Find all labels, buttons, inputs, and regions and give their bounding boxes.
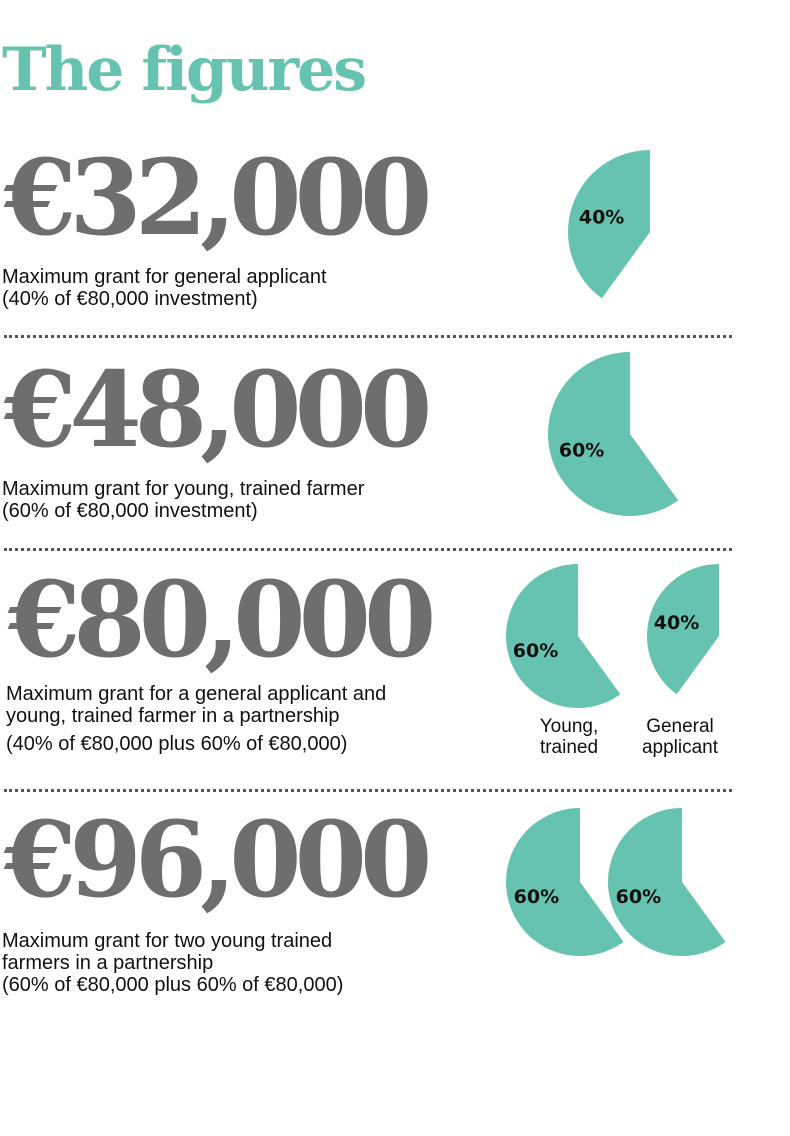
caption-line: trained <box>539 737 599 758</box>
pie-label: 40% <box>653 612 700 635</box>
description-line: (40% of €80,000 investment) <box>2 288 258 310</box>
description-line: young, trained farmer in a partnership <box>6 705 340 727</box>
description-line: farmers in a partnership <box>2 952 214 974</box>
description-line: Maximum grant for general applicant <box>2 266 327 288</box>
description-line: (60% of €80,000 plus 60% of €80,000) <box>2 974 344 996</box>
grant-amount-young-farmer: €48,000 <box>4 348 426 471</box>
pie-label: 40% <box>578 206 625 229</box>
description-line: Maximum grant for young, trained farmer <box>2 478 365 500</box>
pie-caption-young-trained <box>514 716 624 758</box>
pie-label: 60% <box>512 639 559 662</box>
grant-amount-partnership-mixed: €80,000 <box>8 558 430 681</box>
pie-label: 60% <box>513 886 560 909</box>
pie-label: 60% <box>615 886 662 909</box>
caption-line: applicant <box>641 737 719 758</box>
pie-slice <box>548 352 678 516</box>
description-line: (40% of €80,000 plus 60% of €80,000) <box>6 733 348 755</box>
pie-slice <box>506 564 620 708</box>
pie-slice <box>608 808 725 956</box>
description-line: Maximum grant for two young trained <box>2 930 333 952</box>
caption-line: General <box>646 716 714 737</box>
grant-amount-partnership-young: €96,000 <box>4 798 426 921</box>
page-title: The figures <box>2 35 366 105</box>
grant-amount-general: €32,000 <box>4 136 426 259</box>
pie-label: 60% <box>558 439 605 462</box>
caption-line: Young, <box>539 716 599 737</box>
pie-caption-general-applicant <box>625 716 735 758</box>
pie-slice <box>506 808 623 956</box>
description-line: Maximum grant for a general applicant and <box>6 683 387 705</box>
description-line: (60% of €80,000 investment) <box>2 500 258 522</box>
